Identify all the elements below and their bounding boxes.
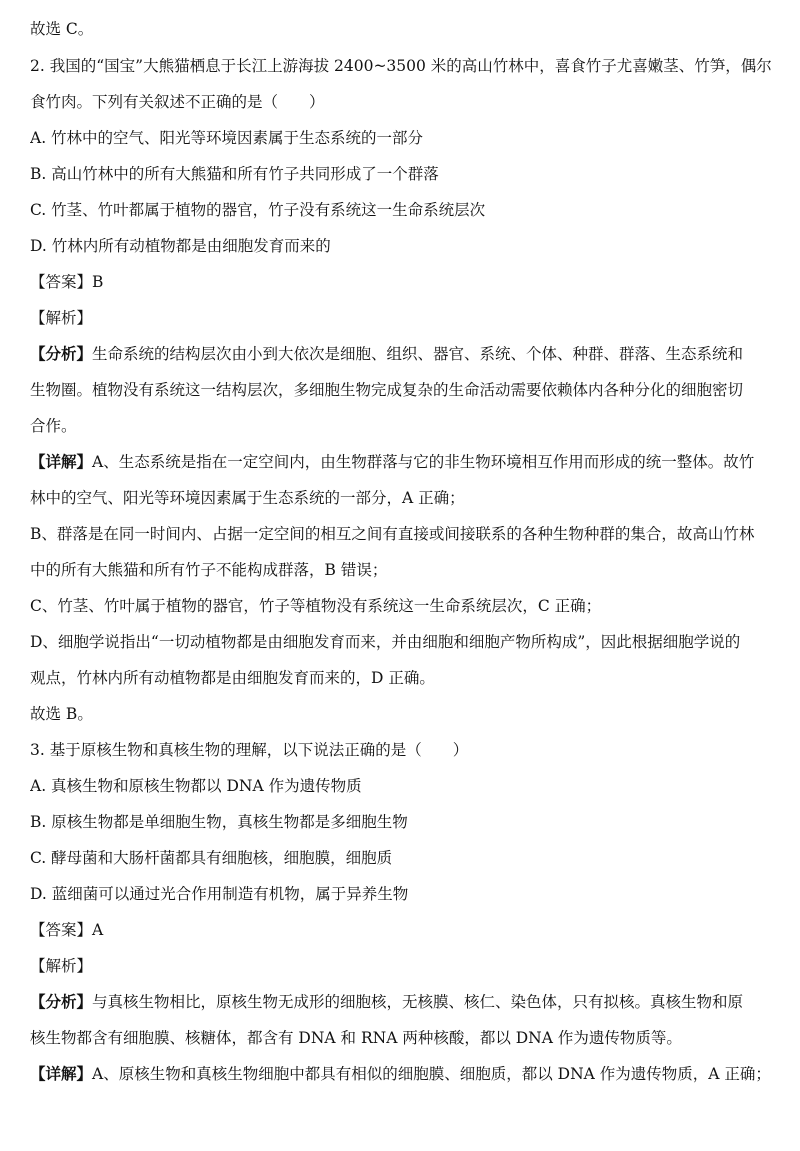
analysis-heading: 【解析】 <box>30 957 93 975</box>
answer-line <box>30 271 782 293</box>
question-3-stem: 3. 基于原核生物和真核生物的理解，以下说法正确的是（ ） <box>30 741 469 759</box>
option-b: B. 高山竹林中的所有大熊猫和所有竹子共同形成了一个群落 <box>30 165 439 183</box>
analysis-line: 【分析】生命系统的结构层次由小到大依次是细胞、组织、器官、系统、个体、种群、群落、生态系统和 <box>30 344 744 363</box>
text-line: D、细胞学说指出“一切动植物都是由细胞发育而来，并由细胞和细胞产物所构成”，因此根据细胞学说的 <box>30 633 741 651</box>
text-line: 故选 C。 <box>30 20 94 38</box>
text-line: B、群落是在同一时间内、占据一定空间的相互之间有直接或间接联系的各种生物种群的集合，故高山竹林 <box>30 525 755 543</box>
text-line: 林中的空气、阳光等环境因素属于生态系统的一部分，A 正确； <box>30 489 465 507</box>
option-a: A. 真核生物和原核生物都以 DNA 作为遗传物质 <box>30 777 362 795</box>
answer-tag: 【答案】 <box>30 273 93 291</box>
option-c: C. 酵母菌和大肠杆菌都具有细胞核，细胞膜，细胞质 <box>30 849 393 867</box>
option-c: C. 竹茎、竹叶都属于植物的器官，竹子没有系统这一生命系统层次 <box>30 201 486 219</box>
answer-line <box>30 919 782 941</box>
text-line: 观点，竹林内所有动植物都是由细胞发育而来的，D 正确。 <box>30 669 435 687</box>
analysis-heading: 【解析】 <box>30 309 93 327</box>
detail-line: 【详解】A、原核生物和真核生物细胞中都具有相似的细胞膜、细胞质，都以 DNA 作为遗传物质，A 正确； <box>30 1064 771 1083</box>
question-2-stem-cont: 食竹肉。下列有关叙述不正确的是（ ） <box>30 93 325 111</box>
text-line: 合作。 <box>30 417 77 435</box>
answer-value: A <box>92 921 104 939</box>
option-d: D. 竹林内所有动植物都是由细胞发育而来的 <box>30 237 331 255</box>
detail-tag: 【详解】 <box>30 1064 93 1083</box>
text-line: 生物圈。植物没有系统这一结构层次，多细胞生物完成复杂的生命活动需要依赖体内各种分化的细胞密切 <box>30 381 744 399</box>
text-line: 中的所有大熊猫和所有竹子不能构成群落，B 错误； <box>30 561 388 579</box>
answer-tag: 【答案】 <box>30 921 93 939</box>
text-line: 核生物都含有细胞膜、核糖体，都含有 DNA 和 RNA 两种核酸，都以 DNA 作为遗传物质等。 <box>30 1029 682 1047</box>
detail-tag: 【详解】 <box>30 452 93 471</box>
option-a: A. 竹林中的空气、阳光等环境因素属于生态系统的一部分 <box>30 129 424 147</box>
answer-value: B <box>92 273 104 291</box>
analysis-line: 【分析】与真核生物相比，原核生物无成形的细胞核，无核膜、核仁、染色体，只有拟核。真核生物和原 <box>30 992 744 1011</box>
text-line: 故选 B。 <box>30 705 93 723</box>
analysis-tag: 【分析】 <box>30 992 93 1011</box>
detail-line: 【详解】A、生态系统是指在一定空间内，由生物群落与它的非生物环境相互作用而形成的统一整体。故竹 <box>30 452 755 471</box>
analysis-tag: 【分析】 <box>30 344 93 363</box>
option-b: B. 原核生物都是单细胞生物，真核生物都是多细胞生物 <box>30 813 408 831</box>
text-line: C、竹茎、竹叶属于植物的器官，竹子等植物没有系统这一生命系统层次，C 正确； <box>30 597 602 615</box>
question-2-stem: 2. 我国的“国宝”大熊猫栖息于长江上游海拔 2400~3500 米的高山竹林中，喜食竹子尤喜嫩茎、竹笋，偶尔 <box>30 57 772 75</box>
option-d: D. 蓝细菌可以通过光合作用制造有机物，属于异养生物 <box>30 885 409 903</box>
